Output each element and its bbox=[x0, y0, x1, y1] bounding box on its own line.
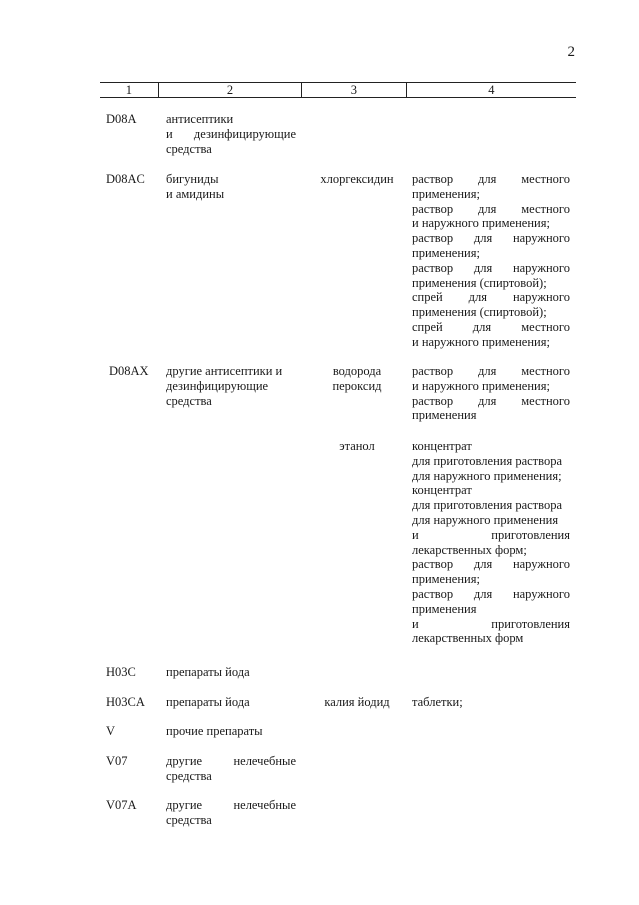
drug-name bbox=[309, 695, 405, 710]
dosage-form-line: применения; bbox=[412, 572, 480, 587]
dosage-form-line: и наружного применения; bbox=[412, 216, 550, 231]
group-name-line bbox=[166, 127, 296, 142]
atc-code: H03CA bbox=[106, 695, 145, 709]
dosage-form-line: и приготовления bbox=[412, 527, 570, 542]
atc-code: D08AC bbox=[106, 172, 145, 186]
atc-code: V bbox=[106, 724, 116, 738]
dosage-forms bbox=[412, 172, 570, 350]
dosage-form-line: раствор для местного bbox=[412, 364, 570, 378]
group-name-word: нелечебные bbox=[233, 754, 296, 768]
group-name-line bbox=[166, 754, 296, 769]
dosage-form-line: лекарственных форм bbox=[412, 631, 524, 646]
drug-name bbox=[309, 364, 405, 394]
page-number: 2 bbox=[567, 44, 575, 60]
group-name-line: дезинфицирующие bbox=[166, 378, 269, 393]
group-name bbox=[166, 112, 296, 156]
dosage-form-line: для наружного применения bbox=[412, 512, 559, 527]
drug-name-line: хлоргексидин bbox=[320, 172, 394, 186]
group-name-line: препараты йода bbox=[166, 665, 250, 679]
group-name-line: средства bbox=[166, 141, 212, 156]
dosage-form-line: для приготовления раствора bbox=[412, 498, 562, 513]
dosage-form-line: и приготовления bbox=[412, 616, 570, 631]
dosage-form-line: раствор для местного bbox=[412, 172, 570, 186]
dosage-form-line: раствор для местного bbox=[412, 393, 570, 408]
dosage-form-line: применения bbox=[412, 408, 477, 423]
dosage-form-line: применения (спиртовой); bbox=[412, 305, 547, 320]
group-name bbox=[166, 364, 296, 408]
group-name-line: средства bbox=[166, 393, 212, 408]
group-name-word: нелечебные bbox=[233, 798, 296, 812]
atc-code: H03C bbox=[106, 665, 136, 679]
drug-name bbox=[309, 439, 405, 454]
group-name bbox=[166, 754, 296, 784]
drug-name-line: калия йодид bbox=[324, 695, 390, 709]
dosage-form-line: применения bbox=[412, 601, 477, 616]
drug-name-line: этанол bbox=[339, 439, 375, 453]
dosage-form-line: лекарственных форм; bbox=[412, 542, 527, 557]
atc-code: D08AX bbox=[109, 364, 149, 378]
header-col-2: 2 bbox=[158, 83, 301, 97]
group-name-line: антисептики bbox=[166, 112, 234, 126]
dosage-form-line: и наружного применения; bbox=[412, 334, 550, 349]
drug-name-line: водорода bbox=[332, 364, 382, 378]
dosage-form-line: для приготовления раствора bbox=[412, 453, 562, 468]
dosage-form-line: концентрат bbox=[412, 439, 472, 453]
dosage-form-line: применения; bbox=[412, 186, 480, 201]
dosage-form-line: применения; bbox=[412, 245, 480, 260]
group-name-word: другие bbox=[166, 754, 203, 768]
group-name-line: средства bbox=[166, 768, 212, 783]
dosage-form-line: таблетки; bbox=[412, 695, 463, 709]
group-name-line: прочие препараты bbox=[166, 724, 263, 738]
dosage-form-line: раствор для наружного bbox=[412, 260, 570, 275]
group-name bbox=[166, 172, 296, 202]
dosage-form-line: раствор для наружного bbox=[412, 231, 570, 246]
header-col-3: 3 bbox=[301, 83, 406, 97]
dosage-form-line: спрей для местного bbox=[412, 319, 570, 334]
group-name-line: другие антисептики и bbox=[166, 364, 283, 378]
group-name-line: средства bbox=[166, 812, 212, 827]
header-col-1: 1 bbox=[125, 83, 132, 97]
dosage-form-line: раствор для наружного bbox=[412, 557, 570, 572]
group-name bbox=[166, 665, 296, 680]
dosage-form-line: раствор для наружного bbox=[412, 586, 570, 601]
group-name-word: другие bbox=[166, 798, 203, 812]
header-col-4: 4 bbox=[406, 83, 576, 97]
group-name bbox=[166, 724, 296, 739]
group-name-word: дезинфицирующие bbox=[193, 126, 296, 141]
dosage-forms bbox=[412, 695, 570, 710]
atc-code: D08A bbox=[106, 112, 137, 126]
group-name bbox=[166, 695, 296, 710]
dosage-form-line: для наружного применения; bbox=[412, 468, 562, 483]
dosage-form-line: концентрат bbox=[412, 483, 472, 498]
dosage-form-line: и наружного применения; bbox=[412, 378, 550, 393]
table-header bbox=[100, 82, 576, 98]
group-name-line bbox=[166, 798, 296, 813]
atc-code: V07 bbox=[106, 754, 128, 768]
drug-name bbox=[309, 172, 405, 187]
dosage-form-line: раствор для местного bbox=[412, 201, 570, 216]
group-name-line: препараты йода bbox=[166, 695, 250, 709]
group-name-line: и амидины bbox=[166, 186, 225, 201]
dosage-form-line: применения (спиртовой); bbox=[412, 275, 547, 290]
group-name bbox=[166, 798, 296, 828]
group-name-word: и bbox=[166, 126, 173, 141]
dosage-form-line: спрей для наружного bbox=[412, 290, 570, 305]
group-name-line: бигуниды bbox=[166, 172, 219, 186]
atc-code: V07A bbox=[106, 798, 137, 812]
drug-name-line: пероксид bbox=[332, 378, 382, 393]
dosage-forms bbox=[412, 439, 570, 646]
dosage-forms bbox=[412, 364, 570, 423]
